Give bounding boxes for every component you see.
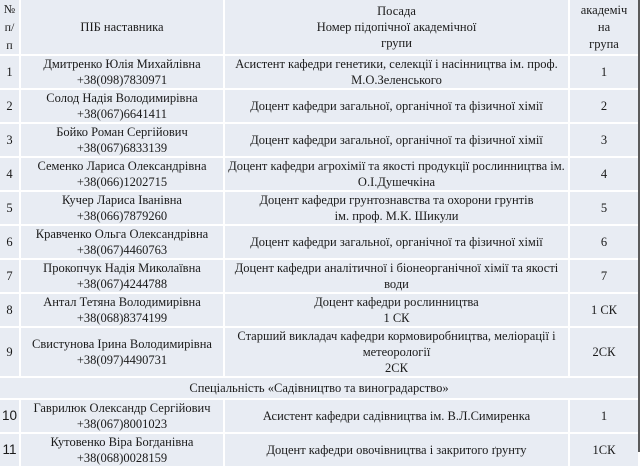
mentor-cell xyxy=(21,434,225,468)
mentor-cell xyxy=(21,328,225,378)
group-cell: 3 xyxy=(570,124,638,158)
group-cell: 1СК xyxy=(570,434,638,468)
header-group-line3: група xyxy=(589,36,619,51)
mentor-phone: +38(066)7879260 xyxy=(76,209,168,223)
mentor-name: Солод Надія Володимирівна xyxy=(46,91,198,105)
table-row xyxy=(0,434,638,468)
position-line: Старший викладач кафедри кормовиробництва, меліорації і xyxy=(237,329,556,343)
group-cell: 4 xyxy=(570,158,638,192)
position-cell xyxy=(225,328,570,378)
table-row xyxy=(0,56,638,90)
mentor-name: Кутовенко Віра Богданівна xyxy=(50,435,194,449)
mentor-cell xyxy=(21,124,225,158)
mentor-name: Семенко Лариса Олександрівна xyxy=(37,159,207,173)
table-row xyxy=(0,192,638,226)
position-line: Доцент кафедри грунтознавства та охорони грунтів xyxy=(259,193,534,207)
row-number: 6 xyxy=(0,226,21,260)
header-group-line1: академіч xyxy=(580,2,628,17)
table-row xyxy=(0,328,638,378)
position-line: М.О.Зеленського xyxy=(351,73,442,87)
mentor-phone: +38(097)4490731 xyxy=(76,353,168,367)
header-position xyxy=(225,0,570,56)
position-cell xyxy=(225,260,570,294)
header-num-line1: № xyxy=(3,2,16,16)
position-line: Доцент кафедри аналітичної і біонеорганічної хімії та якості води xyxy=(234,261,559,291)
mentor-cell xyxy=(21,226,225,260)
header-position-line1: Посада xyxy=(377,4,416,18)
position-cell xyxy=(225,294,570,328)
position-line: 2СК xyxy=(385,361,408,375)
group-cell: 7 xyxy=(570,260,638,294)
mentor-name: Дмитренко Юлія Михайлівна xyxy=(43,57,201,71)
mentor-cell xyxy=(21,158,225,192)
table-row xyxy=(0,226,638,260)
mentor-cell xyxy=(21,56,225,90)
mentor-phone: +38(066)1202715 xyxy=(76,175,168,189)
position-line: Асистент кафедри генетики, селекції і насінництва ім. проф. xyxy=(235,57,558,71)
header-group-line2: на xyxy=(597,19,611,34)
row-number: 4 xyxy=(0,158,21,192)
mentor-cell xyxy=(21,400,225,434)
position-line: Доцент кафедри загальної, органічної та фізичної хімії xyxy=(250,133,543,147)
position-cell xyxy=(225,158,570,192)
position-cell xyxy=(225,226,570,260)
mentor-name: Гаврилюк Олександр Сергійович xyxy=(33,401,211,415)
mentor-phone: +38(067)6833139 xyxy=(76,141,168,155)
row-number: 2 xyxy=(0,90,21,124)
position-line: О.І.Душечкіна xyxy=(357,175,436,189)
mentor-name: Прокопчук Надія Миколаївна xyxy=(43,261,201,275)
section-title: Спеціальність «Садівництво та виноградарство» xyxy=(0,378,638,400)
table-row xyxy=(0,294,638,328)
row-number: 8 xyxy=(0,294,21,328)
mentor-name: Бойко Роман Сергійович xyxy=(56,125,188,139)
position-cell xyxy=(225,434,570,468)
mentor-cell xyxy=(21,192,225,226)
table-row xyxy=(0,400,638,434)
table-row xyxy=(0,260,638,294)
mentor-cell xyxy=(21,260,225,294)
position-cell xyxy=(225,124,570,158)
row-number: 7 xyxy=(0,260,21,294)
group-cell: 2СК xyxy=(570,328,638,378)
position-line: Асистент кафедри садівництва ім. В.Л.Симиренка xyxy=(262,409,531,423)
position-line: Доцент кафедри овочівництва і закритого ґрунту xyxy=(266,443,527,457)
row-number: 11 xyxy=(0,434,21,468)
mentor-phone: +38(068)0028159 xyxy=(76,451,168,465)
position-cell xyxy=(225,192,570,226)
mentor-cell xyxy=(21,90,225,124)
header-group xyxy=(570,0,638,56)
mentor-phone: +38(098)7830971 xyxy=(76,73,168,87)
position-line: 1 СК xyxy=(383,311,410,325)
mentor-phone: +38(067)4244788 xyxy=(76,277,168,291)
section-row xyxy=(0,378,638,400)
header-num-line2: п/п xyxy=(4,20,15,52)
row-number: 3 xyxy=(0,124,21,158)
header-name: ПІБ наставника xyxy=(21,0,225,56)
position-line: Доцент кафедри агрохімії та якості продукції рослинництва ім. xyxy=(228,159,565,173)
position-line: Доцент кафедри рослинництва xyxy=(314,295,479,309)
mentor-name: Кучер Лариса Іванівна xyxy=(62,193,182,207)
group-cell: 6 xyxy=(570,226,638,260)
header-position-line3: групи xyxy=(381,36,412,50)
row-number: 9 xyxy=(0,328,21,378)
position-line: Доцент кафедри загальної, органічної та фізичної хімії xyxy=(250,99,543,113)
group-cell: 1 СК xyxy=(570,294,638,328)
mentor-phone: +38(067)4460763 xyxy=(76,243,168,257)
position-line: Доцент кафедри загальної, органічної та фізичної хімії xyxy=(250,235,543,249)
mentor-cell xyxy=(21,294,225,328)
header-num xyxy=(0,0,21,56)
header-position-line2: Номер підопічної академічної xyxy=(316,20,477,34)
table-row xyxy=(0,158,638,192)
table-row xyxy=(0,90,638,124)
table-row xyxy=(0,124,638,158)
group-cell: 2 xyxy=(570,90,638,124)
position-cell xyxy=(225,56,570,90)
position-cell xyxy=(225,90,570,124)
mentor-name: Антал Тетяна Володимирівна xyxy=(43,295,201,309)
table-header-row xyxy=(0,0,638,56)
position-cell xyxy=(225,400,570,434)
mentor-name: Свистунова Ірина Володимирівна xyxy=(32,337,212,351)
mentor-name: Кравченко Ольга Олександрівна xyxy=(35,227,209,241)
row-number: 1 xyxy=(0,56,21,90)
mentor-phone: +38(067)6641411 xyxy=(77,107,167,121)
group-cell: 5 xyxy=(570,192,638,226)
group-cell: 1 xyxy=(570,400,638,434)
row-number: 10 xyxy=(0,400,21,434)
position-line: ім. проф. М.К. Шикули xyxy=(334,209,459,223)
group-cell: 1 xyxy=(570,56,638,90)
mentor-phone: +38(067)8001023 xyxy=(76,417,168,431)
mentor-phone: +38(068)8374199 xyxy=(76,311,168,325)
row-number: 5 xyxy=(0,192,21,226)
position-line: метеорології xyxy=(362,345,431,359)
